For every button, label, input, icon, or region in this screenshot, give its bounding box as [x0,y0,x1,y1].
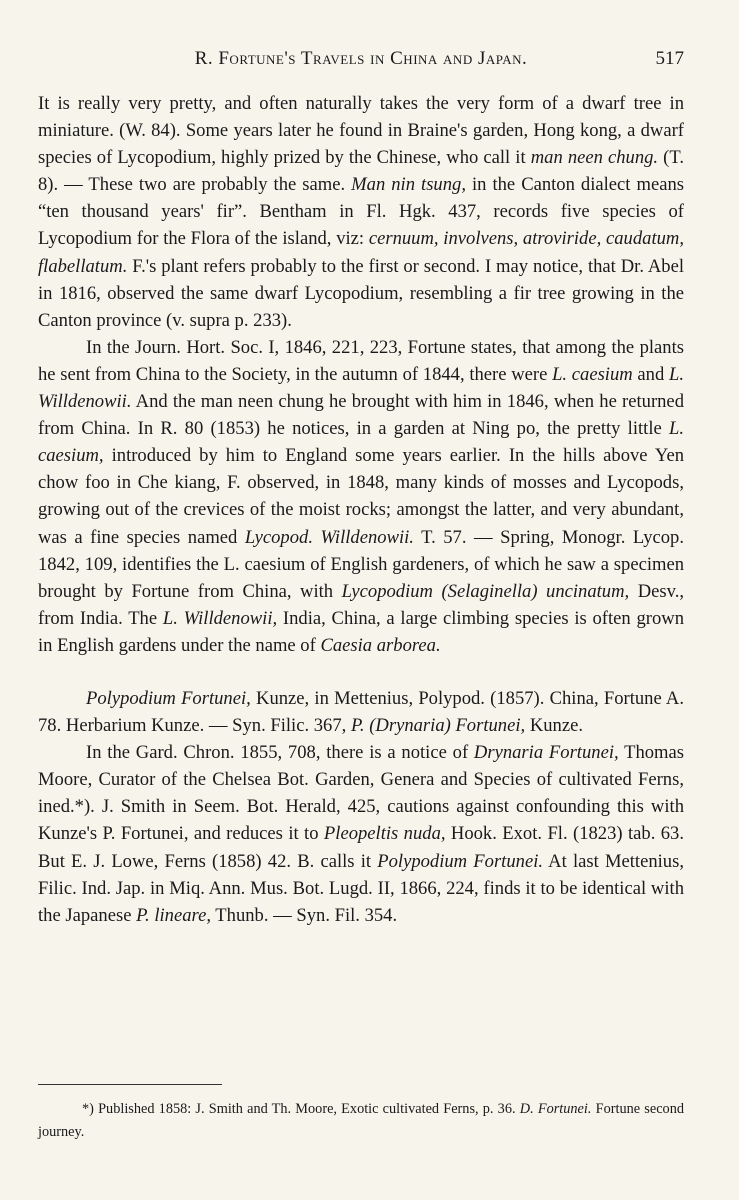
body-text [38,90,684,929]
italic-text-run: L. Willdenowii, [162,607,278,629]
paragraph [38,739,684,929]
paragraph [38,685,684,739]
text-run: Kunze, in Mettenius, Polypod. (1857). China, Fortune A. 78. Herbarium Kunze. — Syn. Filic. 367, [38,687,684,737]
italic-text-run: L. Willdenowii. [38,363,684,413]
text-run: Hook. Exot. Fl. (1823) tab. 63. But E. J. Lowe, Ferns (1858) 42. B. calls it [38,823,684,872]
text-run: and [632,363,669,385]
text-run: It is really very pretty, and often naturally takes the very form of a dwarf tree in miniature. (W. 84). Some years later he found in Braine's garden, Hong kong, a dwarf species of Lycopodium, highly prized by the Chinese, who call it [38,93,684,169]
page-number: 517 [655,48,684,69]
italic-text-run: Drynaria Fortunei, [473,742,619,764]
italic-text-run: D. Fortunei. [519,1101,592,1117]
text-run: Kunze. [525,715,583,737]
text-run: Thomas Moore, Curator of the Chelsea Bot. Garden, Genera and Species of cultivated Ferns, ined.*). J. Smith in Seem. Bot. Herald, 425, cautions against confounding this with Kunze's P. Fortunei, and reduces it to [38,742,684,845]
text-run: (T. 8). — These two are probably the same. [38,147,684,196]
italic-text-run: P. (Drynaria) Fortunei, [350,715,526,737]
text-run: introduced by him to England some years earlier. In the hills above Yen chow foo in Che kiang, F. observed, in 1848, many kinds of mosses and Lycopods, growing out of the crevices of the moist rocks; amongst the latter, and very abundant, was a fine species named [38,445,684,548]
running-head: R. Fortune's Travels in China and Japan. [194,48,528,69]
text-run: And the man neen chung he brought with him in 1846, when he returned from China. In R. 80 (1853) he notices, in a garden at Ning po, the pretty little [38,391,684,440]
footnote-rule [38,1084,222,1085]
italic-text-run: L. caesium, [38,418,684,467]
italic-text-run: Lycopod. Willdenowii. [244,526,414,548]
italic-text-run: Man nin tsung, [351,174,466,196]
italic-text-run: cernuum, involvens, atroviride, caudatum, flabellatum. [38,228,684,277]
italic-text-run: Caesia arborea. [320,634,441,656]
text-run: In the Gard. Chron. 1855, 708, there is a notice of [86,742,474,764]
paragraph [38,334,684,659]
italic-text-run: Polypodium Fortunei, [86,687,251,709]
italic-text-run: Lycopodium (Selaginella) uncinatum, [341,580,630,602]
text-run: At last Mettenius, Filic. Ind. Jap. in Miq. Ann. Mus. Bot. Lugd. II, 1866, 224, finds it to be identical with the Japanese [38,850,684,926]
italic-text-run: Pleopeltis nuda, [323,823,446,845]
italic-text-run: man neen chung. [530,147,659,169]
text-run: *) Published 1858: J. Smith and Th. Moore, Exotic cultivated Ferns, p. 36. [82,1101,520,1117]
italic-text-run: L. caesium [552,363,633,385]
text-run: In the Journ. Hort. Soc. I, 1846, 221, 223, Fortune states, that among the plants he sent from China to the Society, in the autumn of 1844, there were [38,336,684,385]
text-run: in the Canton dialect means “ten thousand years' fir”. Bentham in Fl. Hgk. 437, records five species of Lycopodium for the Flora of the island, viz: [38,174,684,250]
text-run: F.'s plant refers probably to the first or second. I may notice, that Dr. Abel in 1816, observed the same dwarf Lycopodium, resembling a fir tree growing in the Canton province (v. supra p. 233). [38,255,684,331]
text-run: Desv., from India. The [38,580,684,629]
italic-text-run: P. lineare, [136,904,211,926]
text-run: T. 57. — Spring, Monogr. Lycop. 1842, 109, identifies the L. caesium of English gardeners, of which he saw a specimen brought by Fortune from China, with [38,526,684,602]
text-run: Thunb. — Syn. Fil. 354. [210,904,398,926]
paragraph-gap [38,659,684,685]
page-header [38,48,684,72]
paragraph [38,90,684,334]
footnote [38,1098,684,1144]
text-run: India, China, a large climbing species is often grown in English gardens under the name of [38,607,684,656]
italic-text-run: Polypodium Fortunei. [377,850,544,872]
text-run: Fortune second journey. [38,1101,684,1140]
